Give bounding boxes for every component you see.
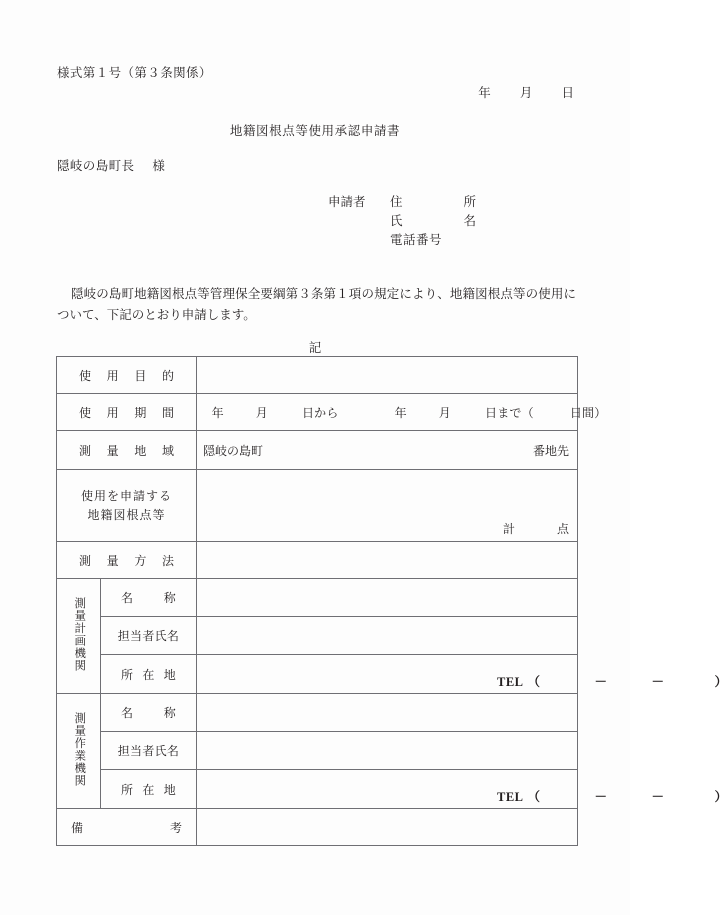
body-paragraph: 隠岐の島町地籍図根点等管理保全要綱第３条第１項の規定により、地籍図根点等の使用について、下記のとおり申請します。 [57, 287, 576, 322]
label-plan-name-c2: 称 [163, 591, 176, 605]
period-from: 日から [301, 405, 339, 420]
page-title: 地籍図根点等使用承認申請書 [229, 124, 401, 138]
label-area-c3: 地 [134, 443, 147, 458]
value-work-contact[interactable] [197, 732, 578, 770]
table-row-remarks [57, 809, 578, 846]
label-points [57, 470, 197, 542]
table-row-work-address [57, 770, 578, 809]
label-plan-address [101, 655, 197, 694]
work-tel-dash-1: － [594, 790, 608, 804]
value-purpose[interactable] [197, 357, 578, 394]
label-purpose [57, 357, 197, 394]
label-agency-work [57, 694, 101, 809]
work-tel-prefix: TEL [497, 790, 524, 804]
applicant-address-row [328, 192, 476, 211]
value-method[interactable] [197, 542, 578, 579]
applicant-phone-label: 電話番号 [390, 233, 443, 247]
value-work-address[interactable] [197, 770, 728, 809]
plan-tel-dash-1: － [594, 675, 608, 689]
ki-mark: 記 [308, 341, 322, 355]
applicant-name-char1: 氏 [390, 214, 403, 228]
value-remarks[interactable] [197, 809, 578, 846]
label-plan-address-c3: 地 [163, 667, 176, 682]
label-purpose-c2: 用 [106, 368, 119, 383]
label-area [57, 431, 197, 470]
label-plan-name [101, 579, 197, 617]
applicant-name-label [390, 211, 476, 229]
application-table [56, 356, 728, 846]
label-method-c1: 測 [79, 553, 92, 568]
work-tel-paren-close: ） [714, 790, 728, 804]
plan-tel-paren-open: （ [527, 675, 541, 689]
label-plan-address-c2: 在 [142, 667, 155, 682]
table-row-method [57, 542, 578, 579]
label-remarks-c1: 備 [71, 820, 84, 835]
points-total-label: 計 [502, 522, 515, 536]
label-work-address-c2: 在 [142, 782, 155, 797]
label-method [57, 542, 197, 579]
label-plan-contact: 担当者氏名 [101, 617, 197, 655]
value-period[interactable] [197, 394, 607, 431]
label-work-address-c1: 所 [121, 782, 134, 797]
area-suffix: 番地先 [532, 443, 569, 458]
table-row-plan-contact [57, 617, 578, 655]
table-row-work-name [57, 694, 578, 732]
label-purpose-c3: 目 [134, 368, 147, 383]
label-agency-plan [57, 579, 101, 694]
addressee-name: 隠岐の島町長 [57, 159, 135, 173]
area-town: 隠岐の島町 [203, 443, 264, 458]
plan-tel-line [497, 672, 728, 690]
applicant-address-label [390, 192, 476, 210]
period-placeholder [197, 404, 607, 421]
addressee-line [57, 156, 165, 174]
label-agency-plan-text: 測量計画機関 [73, 596, 86, 672]
date-day: 日 [561, 86, 574, 100]
plan-tel-prefix: TEL [497, 675, 524, 689]
plan-tel-paren-close: ） [714, 675, 728, 689]
table-row-area [57, 431, 578, 470]
label-period-c2: 用 [106, 405, 119, 420]
period-month-2: 月 [438, 405, 451, 420]
points-total [503, 520, 569, 537]
period-to: 日まで（ [485, 405, 534, 420]
value-plan-name[interactable] [197, 579, 578, 617]
table-row-work-contact [57, 732, 578, 770]
value-work-name[interactable] [197, 694, 578, 732]
period-year-1: 年 [211, 405, 224, 420]
work-tel-line [497, 787, 728, 805]
label-method-c4: 法 [161, 553, 174, 568]
value-area[interactable] [197, 431, 578, 470]
period-month-1: 月 [255, 405, 268, 420]
points-total-unit: 点 [556, 522, 569, 536]
label-area-c1: 測 [79, 443, 92, 458]
label-remarks [57, 809, 197, 846]
label-work-address-c3: 地 [163, 782, 176, 797]
table-row-period [57, 394, 578, 431]
applicant-name-char2: 名 [463, 214, 476, 228]
work-tel-paren-open: （ [527, 790, 541, 804]
label-period-c1: 使 [79, 405, 92, 420]
period-days: 日間） [569, 405, 607, 420]
label-work-name-c2: 称 [163, 706, 176, 720]
work-tel-dash-2: － [651, 790, 665, 804]
applicant-address-char2: 所 [463, 195, 476, 209]
table-row-purpose [57, 357, 578, 394]
label-method-c3: 方 [134, 553, 147, 568]
label-work-address [101, 770, 197, 809]
label-points-line1: 使用を申請する [80, 488, 172, 503]
applicant-name-row [328, 211, 476, 230]
label-work-name-c1: 名 [121, 706, 134, 720]
label-period-c3: 期 [134, 405, 147, 420]
value-points[interactable] [197, 470, 578, 542]
date-month: 月 [519, 86, 533, 100]
table-row-points [57, 470, 578, 542]
applicant-address-char1: 住 [390, 195, 403, 209]
label-area-c2: 量 [106, 443, 119, 458]
period-year-2: 年 [394, 405, 407, 420]
label-purpose-c4: 的 [161, 368, 174, 383]
label-period-c4: 間 [161, 405, 174, 420]
label-work-contact: 担当者氏名 [101, 732, 197, 770]
label-remarks-c2: 考 [169, 820, 182, 835]
value-plan-address[interactable] [197, 655, 728, 694]
plan-tel-dash-2: － [651, 675, 665, 689]
value-plan-contact[interactable] [197, 617, 578, 655]
addressee-honorific: 様 [152, 159, 166, 173]
label-area-c4: 域 [161, 443, 174, 458]
table-row-plan-name [57, 579, 578, 617]
date-line [465, 83, 574, 101]
date-year: 年 [478, 86, 491, 100]
label-agency-work-text: 測量作業機関 [73, 711, 86, 787]
applicant-block [328, 192, 476, 249]
area-placeholder [197, 442, 577, 459]
label-work-name [101, 694, 197, 732]
label-method-c2: 量 [106, 553, 119, 568]
form-number: 様式第１号（第３条関係） [57, 66, 212, 80]
applicant-label: 申請者 [328, 195, 366, 209]
label-purpose-c1: 使 [79, 368, 92, 383]
label-plan-address-c1: 所 [121, 667, 134, 682]
label-points-line2: 地籍図根点等 [87, 507, 166, 522]
table-row-plan-address [57, 655, 578, 694]
applicant-phone-row [328, 230, 476, 249]
label-plan-name-c1: 名 [121, 591, 134, 605]
